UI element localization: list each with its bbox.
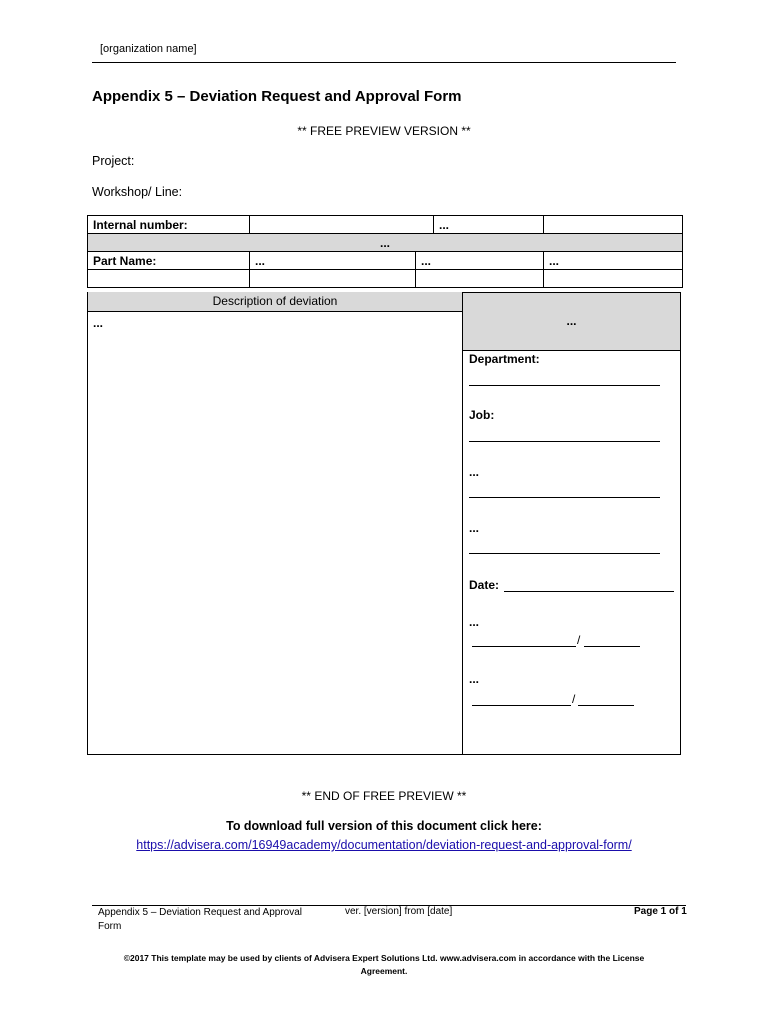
description-content[interactable]: ... <box>93 316 104 330</box>
footer-page-number: Page 1 of 1 <box>634 906 687 917</box>
date-label: Date: <box>469 578 500 592</box>
deviation-box <box>87 292 681 755</box>
item4-label: ... <box>469 521 480 535</box>
item4-line[interactable] <box>469 553 660 554</box>
preview-banner: ** FREE PREVIEW VERSION ** <box>297 124 471 138</box>
item3-line[interactable] <box>469 497 660 498</box>
workshop-label: Workshop/ Line: <box>92 185 183 199</box>
organization-name: [organization name] <box>100 43 197 55</box>
job-line[interactable] <box>469 441 660 442</box>
end-preview-banner: ** END OF FREE PREVIEW ** <box>301 789 467 803</box>
part-field-2-label: ... <box>250 252 416 270</box>
part-name-label: Part Name: <box>88 252 216 270</box>
department-label: Department: <box>469 352 540 366</box>
footer-doc-title: Appendix 5 – Deviation Request and Approval Form <box>98 907 303 932</box>
header-table <box>87 215 683 288</box>
download-link[interactable]: https://advisera.com/16949academy/documentation/deviation-request-and-approval-form/ <box>136 838 632 852</box>
footer-copyright: ©2017 This template may be used by clients of Advisera Expert Solutions Ltd. www.advisera.com in accordance with the License Agreement. <box>123 953 645 976</box>
part-field-4-label: ... <box>544 252 683 270</box>
item6-line-b[interactable] <box>584 646 640 647</box>
description-heading: Description of deviation <box>88 292 462 312</box>
part-field-3-value[interactable] <box>416 270 544 288</box>
section-header: ... <box>88 234 683 252</box>
right-panel-header: ... <box>463 293 680 351</box>
column-divider <box>462 292 463 755</box>
part-field-3-label: ... <box>416 252 544 270</box>
item7-label: ... <box>469 672 480 686</box>
extra-field-value[interactable] <box>544 216 683 234</box>
department-line[interactable] <box>469 385 660 386</box>
item3-label: ... <box>469 465 480 479</box>
item6-label: ... <box>469 615 480 629</box>
date-line[interactable] <box>504 591 674 592</box>
extra-field-label: ... <box>434 216 544 234</box>
item7-line-a[interactable] <box>472 705 571 706</box>
header-divider <box>92 62 676 63</box>
internal-number-value[interactable] <box>250 216 434 234</box>
item6-slash: / <box>577 633 581 647</box>
item6-line-a[interactable] <box>472 646 576 647</box>
internal-number-label: Internal number: <box>88 216 250 234</box>
item7-slash: / <box>572 692 576 706</box>
part-field-4-value[interactable] <box>544 270 683 288</box>
document-title: Appendix 5 – Deviation Request and Approval Form <box>92 88 462 105</box>
item7-line-b[interactable] <box>578 705 634 706</box>
part-field-2-value[interactable] <box>250 270 416 288</box>
footer-version: ver. [version] from [date] <box>345 906 453 917</box>
project-label: Project: <box>92 154 135 168</box>
job-label: Job: <box>469 408 495 422</box>
download-text: To download full version of this document click here: <box>226 819 542 833</box>
part-name-value[interactable] <box>88 270 250 288</box>
